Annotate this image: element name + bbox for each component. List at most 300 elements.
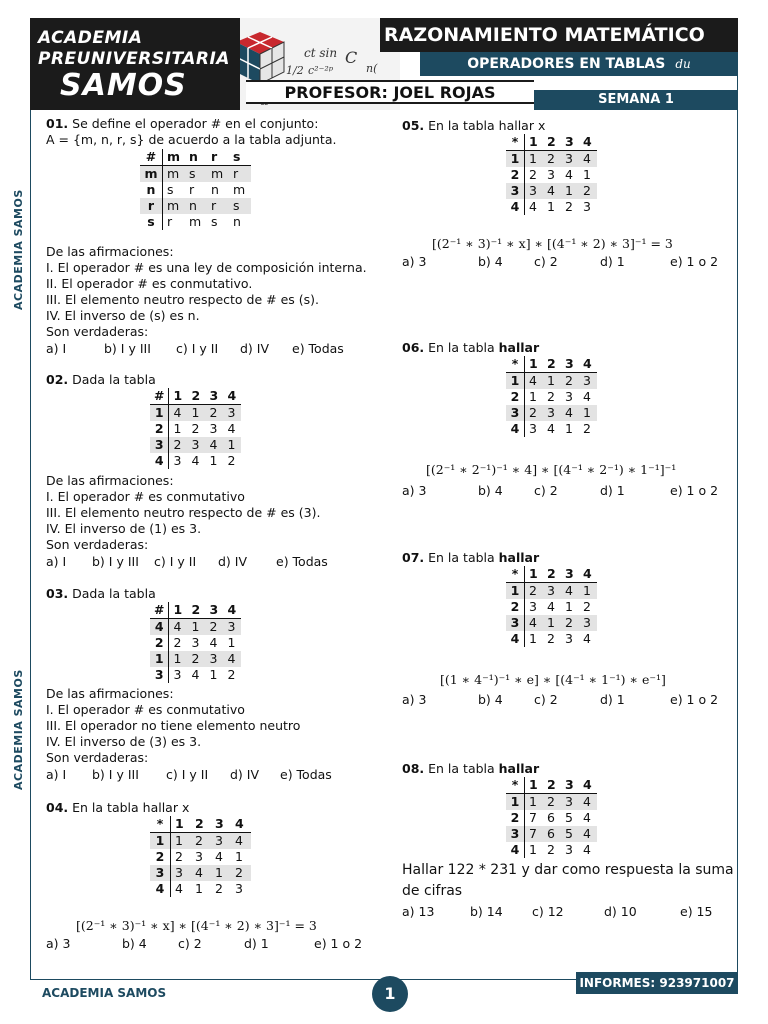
table-row [150, 881, 251, 897]
row-header: 2 [150, 635, 169, 651]
table-cell: 2 [169, 437, 188, 453]
table-row [506, 615, 597, 631]
operation-table [506, 134, 597, 215]
option[interactable]: d) 1 [244, 936, 269, 951]
table-cell: 4 [583, 842, 591, 857]
option[interactable]: c) 2 [534, 254, 558, 269]
option[interactable]: a) 13 [402, 904, 435, 919]
table-header-row [150, 816, 251, 833]
operation-table [506, 566, 597, 647]
row-header: 4 [150, 881, 171, 897]
table-cell: 3 [565, 389, 573, 404]
statement: I. El operador # es conmutativo [46, 702, 245, 717]
option[interactable]: a) 3 [402, 483, 427, 498]
column-header: m [163, 149, 186, 166]
table-cell: 4 [169, 619, 188, 636]
row-header: 2 [506, 599, 525, 615]
option[interactable]: a) I [46, 341, 67, 356]
table-cell: 5 [561, 826, 579, 842]
table-cell: s [229, 198, 251, 214]
operation-table [150, 602, 241, 683]
operator-symbol: # [150, 602, 169, 619]
table-cell: 2 [547, 389, 555, 404]
table-cell: 1 [565, 599, 573, 614]
table-cell: 2 [543, 794, 561, 811]
table-header-row [140, 149, 251, 166]
table-cell: 4 [583, 389, 591, 404]
table-cell: 2 [543, 151, 561, 168]
table-cell: 1 [529, 842, 537, 857]
column-header: 1 [169, 388, 188, 405]
row-header: 1 [150, 405, 169, 422]
column-header: 2 [543, 134, 561, 151]
table-cell: 1 [209, 453, 218, 468]
table-cell: 1 [543, 373, 561, 390]
table-cell: 4 [215, 849, 223, 864]
table-cell: 1 [547, 199, 555, 214]
table-cell: 4 [191, 667, 200, 682]
operation-table [150, 816, 251, 897]
table-row [506, 826, 597, 842]
column-header: 3 [561, 134, 579, 151]
table-row [150, 619, 241, 636]
question-text: Dada la tabla [72, 372, 156, 387]
column-header: 4 [579, 777, 597, 794]
table-cell: 1 [169, 651, 188, 667]
subject-title: RAZONAMIENTO MATEMÁTICO [380, 18, 738, 52]
table-cell: 2 [565, 199, 573, 214]
table-row [506, 183, 597, 199]
question-6 [402, 340, 539, 356]
table-row [150, 833, 251, 850]
table-cell: 3 [195, 849, 203, 864]
side-text: ACADEMIA SAMOS [12, 189, 25, 310]
table-container [150, 388, 264, 474]
question-number: 02. [46, 372, 69, 387]
table-cell: 4 [543, 183, 561, 199]
table-cell: 3 [223, 405, 241, 422]
table-cell: 3 [579, 373, 597, 390]
table-row [150, 437, 241, 453]
question-4 [46, 800, 189, 816]
column-header: r [207, 149, 229, 166]
row-header: 4 [506, 421, 525, 437]
table-cell: 4 [525, 615, 544, 631]
table-cell: 3 [583, 199, 591, 214]
table-row [140, 166, 251, 183]
option[interactable]: c) 2 [534, 692, 558, 707]
row-header: 3 [506, 826, 525, 842]
option[interactable]: e) 15 [680, 904, 713, 919]
answer-options [402, 904, 712, 920]
row-header: 2 [150, 849, 171, 865]
table-cell: r [167, 214, 173, 229]
table-row [506, 842, 597, 858]
table-row [506, 794, 597, 811]
table-cell: s [167, 182, 174, 197]
operator-symbol: * [506, 356, 525, 373]
row-header: 2 [506, 389, 525, 405]
table-row [506, 199, 597, 215]
table-cell: 2 [173, 635, 182, 650]
option[interactable]: b) 4 [478, 692, 503, 707]
table-cell: 3 [547, 167, 555, 182]
answer-options [402, 692, 718, 708]
table-cell: 3 [191, 635, 200, 650]
scribble-text: n( [366, 62, 378, 75]
statement: I. El operador # es conmutativo [46, 489, 245, 504]
table-cell: 3 [173, 667, 182, 682]
statement: IV. El inverso de (s) es n. [46, 308, 200, 323]
table-row [150, 453, 241, 469]
table-cell: 2 [561, 373, 579, 390]
option[interactable]: e) Todas [280, 767, 332, 782]
column-header: 1 [169, 602, 188, 619]
table-cell: 3 [561, 151, 579, 168]
row-header: 3 [150, 865, 171, 881]
option[interactable]: a) I [46, 554, 67, 569]
table-cell: 4 [547, 599, 555, 614]
statement: De las afirmaciones: [46, 473, 174, 488]
table-cell: 1 [187, 405, 205, 422]
table-cell: 4 [579, 794, 597, 811]
table-cell: 7 [529, 810, 537, 825]
table-cell: 6 [543, 826, 561, 842]
option[interactable]: c) 2 [178, 936, 202, 951]
option[interactable]: e) 1 o 2 [670, 692, 719, 707]
answer-options [46, 341, 344, 357]
table-cell: 1 [223, 437, 241, 453]
table-cell: 4 [169, 405, 188, 422]
table-cell: 4 [175, 881, 183, 896]
question-text: Hallar 122 * 231 y dar como respuesta la suma [402, 862, 734, 878]
table-cell: 4 [583, 810, 591, 825]
footer-brand: ACADEMIA SAMOS [42, 986, 167, 1000]
table-cell: 1 [529, 631, 537, 646]
table-cell: 3 [211, 833, 231, 850]
statement: Son verdaderas: [46, 537, 149, 552]
column-header: 2 [187, 602, 205, 619]
table-cell: 3 [173, 453, 182, 468]
statement: Son verdaderas: [46, 324, 149, 339]
question-text: En la tabla hallar x [72, 800, 190, 815]
row-header: m [140, 166, 163, 183]
option[interactable]: b) 4 [122, 936, 147, 951]
table-cell: 3 [205, 651, 223, 667]
table-cell: 6 [547, 810, 555, 825]
footer-contact: INFORMES: 923971007 [576, 972, 738, 994]
table-cell: 2 [191, 421, 200, 436]
table-cell: 3 [223, 619, 241, 636]
table-row [150, 849, 251, 865]
statement: De las afirmaciones: [46, 244, 174, 259]
question-number: 01. [46, 116, 69, 131]
option[interactable]: e) 1 o 2 [670, 254, 719, 269]
table-cell: 1 [525, 151, 544, 168]
question-number: 04. [46, 800, 69, 815]
scribble-text: ct sin [304, 46, 338, 60]
row-header: 3 [506, 405, 525, 421]
question-8 [402, 761, 539, 777]
question-text: Se define el operador # en el conjunto: [72, 116, 319, 131]
row-header: 3 [150, 667, 169, 683]
option[interactable]: a) 3 [402, 254, 427, 269]
table-cell: 4 [191, 865, 211, 881]
question-1 [46, 116, 318, 132]
option[interactable]: b) 14 [470, 904, 503, 919]
professor-name: PROFESOR: JOEL ROJAS [246, 80, 534, 104]
table-row [506, 389, 597, 405]
question-text: En la tabla [428, 761, 495, 776]
table-cell: 3 [235, 881, 243, 896]
row-header: 2 [506, 810, 525, 826]
option[interactable]: e) 1 o 2 [670, 483, 719, 498]
table-row [140, 182, 251, 198]
question-text: En la tabla [428, 550, 495, 565]
row-header: 1 [150, 651, 169, 667]
row-header: 4 [150, 453, 169, 469]
scribble-text: c²⁻²ᵖ [308, 64, 334, 77]
table-row [140, 198, 251, 214]
statement: De las afirmaciones: [46, 686, 174, 701]
option[interactable]: b) I y III [92, 767, 139, 782]
school-line-2: PREUNIVERSITARIA [38, 49, 230, 69]
scribble-text: du [675, 57, 691, 71]
topic-title [420, 52, 738, 76]
table-cell: m [189, 214, 202, 229]
column-header: 2 [191, 816, 211, 833]
table-cell: 4 [191, 453, 200, 468]
table-cell: 3 [529, 599, 537, 614]
week-label: SEMANA 1 [534, 90, 738, 110]
table-cell: 4 [231, 833, 251, 850]
table-cell: 4 [579, 151, 597, 168]
table-cell: 3 [171, 865, 192, 881]
question-text-bold: hallar [498, 550, 540, 565]
row-header: 4 [150, 619, 169, 636]
column-header: 4 [579, 356, 597, 373]
statement: I. El operador # es una ley de composición interna. [46, 260, 367, 275]
formula: [(1 ∗ 4⁻¹)⁻¹ ∗ e] ∗ [(4⁻¹ ∗ 1⁻¹) ∗ e⁻¹] [440, 672, 666, 687]
option[interactable]: d) 1 [600, 483, 625, 498]
table-cell: 3 [565, 842, 573, 857]
table-cell: 2 [529, 167, 537, 182]
operator-symbol: * [506, 777, 525, 794]
column-header: 1 [525, 566, 544, 583]
question-text: A = {m, n, r, s} de acuerdo a la tabla adjunta. [46, 132, 337, 147]
question-5 [402, 118, 545, 134]
table-cell: 2 [205, 405, 223, 422]
page-number: 1 [372, 976, 408, 1012]
option[interactable]: b) 4 [478, 483, 503, 498]
table-header-row [506, 356, 597, 373]
formula: [(2⁻¹ ∗ 3)⁻¹ ∗ x] ∗ [(4⁻¹ ∗ 2) ∗ 3]⁻¹ = 3 [76, 918, 317, 933]
option[interactable]: d) 1 [600, 692, 625, 707]
table-cell: 1 [579, 405, 597, 421]
table-cell: m [233, 182, 246, 197]
option[interactable]: e) 1 o 2 [314, 936, 363, 951]
table-row [150, 421, 241, 437]
table-cell: r [207, 198, 229, 214]
table-row [140, 214, 251, 230]
table-cell: 3 [579, 615, 597, 631]
table-cell: 1 [579, 583, 597, 600]
operator-symbol: # [150, 388, 169, 405]
column-header: n [185, 149, 207, 166]
table-cell: 4 [223, 651, 241, 667]
table-cell: 2 [231, 865, 251, 881]
option[interactable]: d) IV [218, 554, 248, 569]
table-cell: 1 [173, 421, 182, 436]
table-cell: m [163, 198, 186, 214]
column-header: 4 [223, 602, 241, 619]
option[interactable]: a) 3 [402, 692, 427, 707]
option[interactable]: d) IV [230, 767, 260, 782]
table-cell: 1 [227, 635, 236, 650]
table-cell: 3 [565, 631, 573, 646]
row-header: 1 [506, 151, 525, 168]
option[interactable]: d) 1 [600, 254, 625, 269]
table-cell: 2 [175, 849, 183, 864]
row-header: 4 [506, 631, 525, 647]
scribble-text: 1/2 [286, 64, 304, 77]
table-row [506, 373, 597, 390]
option[interactable]: d) 10 [604, 904, 637, 919]
formula: [(2⁻¹ ∗ 3)⁻¹ ∗ x] ∗ [(4⁻¹ ∗ 2) ∗ 3]⁻¹ = 3 [432, 236, 673, 251]
column-header: s [229, 149, 251, 166]
table-cell: 2 [525, 583, 544, 600]
column-header: 3 [205, 602, 223, 619]
table-cell: 4 [561, 405, 579, 421]
row-header: n [140, 182, 163, 198]
statements [46, 244, 367, 340]
table-cell: 2 [215, 881, 223, 896]
option[interactable]: b) I y III [92, 554, 139, 569]
statement: II. El operador # es conmutativo. [46, 276, 253, 291]
scribble-text: C [345, 48, 358, 67]
table-cell: 1 [529, 389, 537, 404]
table-cell: m [163, 166, 186, 183]
option[interactable]: e) Todas [276, 554, 328, 569]
table-cell: 4 [529, 199, 537, 214]
option[interactable]: c) I y II [176, 341, 219, 356]
row-header: r [140, 198, 163, 214]
table-header-row [150, 602, 241, 619]
column-header: 3 [561, 356, 579, 373]
table-cell: 1 [209, 667, 218, 682]
row-header: 2 [506, 167, 525, 183]
column-header: 4 [579, 566, 597, 583]
column-header: 2 [543, 777, 561, 794]
table-cell: n [233, 214, 241, 229]
table-header-row [506, 134, 597, 151]
row-header: s [140, 214, 163, 230]
question-text-bold: hallar [498, 761, 540, 776]
column-header: 4 [579, 134, 597, 151]
column-header: 3 [561, 566, 579, 583]
question-7 [402, 550, 539, 566]
school-line-3: SAMOS [60, 68, 187, 103]
question-text: En la tabla [428, 340, 495, 355]
row-header: 3 [506, 183, 525, 199]
table-cell: n [211, 182, 219, 197]
table-cell: 1 [543, 615, 561, 631]
option[interactable]: c) 2 [534, 483, 558, 498]
table-cell: 1 [583, 167, 591, 182]
option[interactable]: c) I y II [154, 554, 197, 569]
column-header: 2 [187, 388, 205, 405]
answer-options [46, 936, 362, 952]
table-cell: 4 [547, 421, 555, 436]
school-line-1: ACADEMIA [38, 28, 143, 48]
table-cell: 2 [547, 842, 555, 857]
question-text: En la tabla hallar x [428, 118, 546, 133]
table-row [150, 405, 241, 422]
option[interactable]: e) Todas [292, 341, 344, 356]
row-header: 4 [506, 842, 525, 858]
column-header: 1 [525, 356, 544, 373]
table-cell: 2 [583, 599, 591, 614]
side-text: ACADEMIA SAMOS [12, 669, 25, 790]
operator-symbol: * [150, 816, 171, 833]
row-header: 4 [506, 199, 525, 215]
row-header: 1 [150, 833, 171, 850]
option[interactable]: a) I [46, 767, 67, 782]
table-row [506, 810, 597, 826]
option[interactable]: d) IV [240, 341, 270, 356]
column-header: 2 [543, 566, 561, 583]
answer-options [46, 767, 332, 783]
operation-table [506, 777, 597, 858]
column-header: 2 [543, 356, 561, 373]
question-2 [46, 372, 156, 388]
option[interactable]: c) 12 [532, 904, 564, 919]
answer-options [46, 554, 328, 570]
table-cell: 2 [561, 615, 579, 631]
table-row [150, 651, 241, 667]
table-cell: 2 [579, 183, 597, 199]
operator-symbol: # [140, 149, 163, 166]
row-header: 1 [506, 583, 525, 600]
column-header: 3 [205, 388, 223, 405]
table-cell: 2 [547, 631, 555, 646]
table-cell: 3 [543, 583, 561, 600]
column-header: 1 [171, 816, 192, 833]
table-cell: 2 [205, 619, 223, 636]
table-cell: 2 [191, 833, 211, 850]
table-cell: r [229, 166, 251, 183]
column-header: 3 [211, 816, 231, 833]
option[interactable]: b) 4 [478, 254, 503, 269]
table-cell: 2 [187, 651, 205, 667]
question-3 [46, 586, 156, 602]
option[interactable]: c) I y II [166, 767, 209, 782]
option[interactable]: a) 3 [46, 936, 71, 951]
table-cell: 4 [227, 421, 236, 436]
table-cell: 4 [579, 826, 597, 842]
table-cell: 4 [209, 635, 218, 650]
table-cell: 3 [525, 183, 544, 199]
operator-symbol: * [506, 566, 525, 583]
operator-symbol: * [506, 134, 525, 151]
table-cell: 1 [561, 183, 579, 199]
question-text: de cifras [402, 883, 463, 899]
row-header: 1 [506, 794, 525, 811]
table-row [506, 583, 597, 600]
option[interactable]: b) I y III [104, 341, 151, 356]
statement: Son verdaderas: [46, 750, 149, 765]
table-cell: 7 [525, 826, 544, 842]
